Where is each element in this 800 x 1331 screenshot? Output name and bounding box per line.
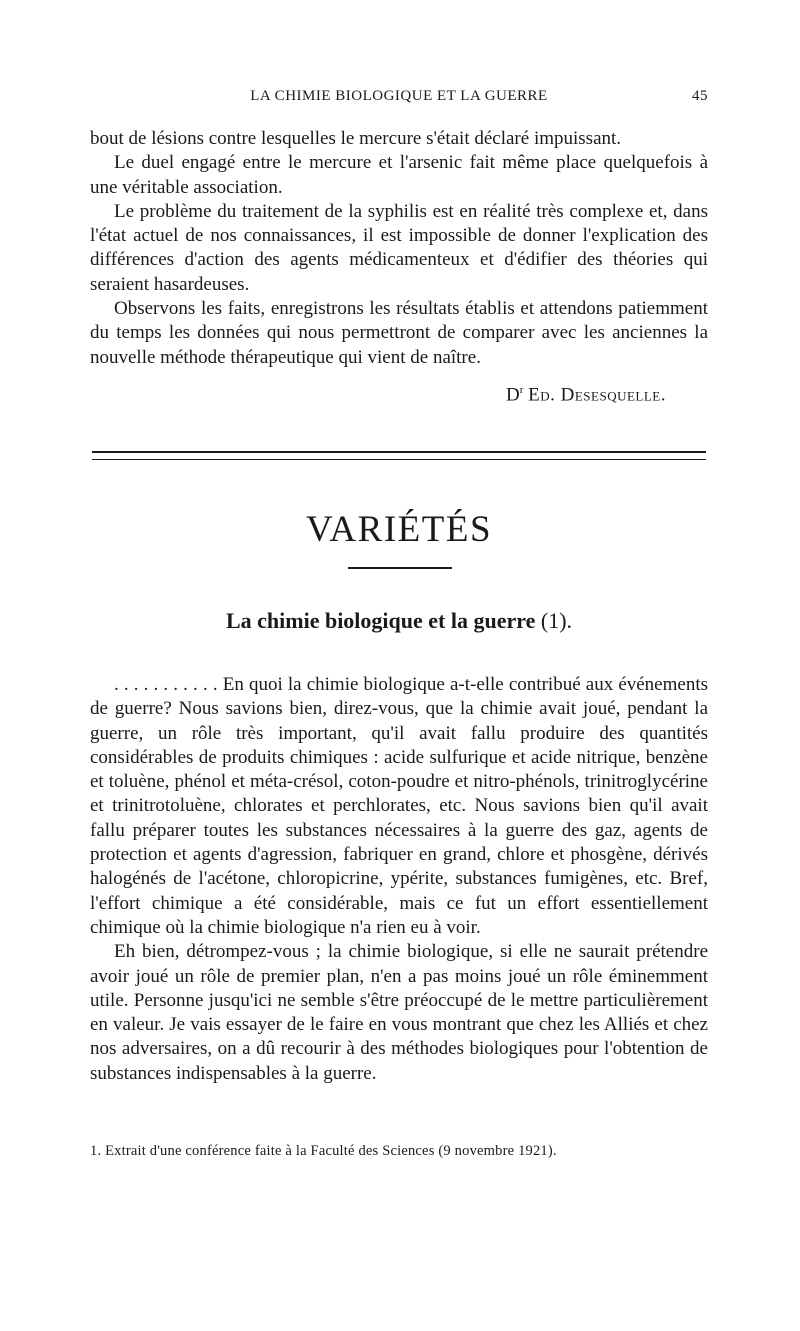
paragraph: Le duel engagé entre le mercure et l'arsenic fait même place quelquefois à une véritable association. [90, 152, 708, 198]
separator-rule-top [92, 451, 706, 453]
article-title-text: La chimie biologique et la guerre [225, 608, 536, 633]
page-number: 45 [692, 88, 708, 104]
running-header [90, 88, 708, 112]
section-title: VARIÉTÉS [305, 509, 493, 550]
paragraph: bout de lésions contre lesquelles le mercure s'était déclaré impuissant. [90, 128, 622, 149]
running-title: LA CHIMIE BIOLOGIQUE ET LA GUERRE [250, 88, 548, 104]
paragraph: Observons les faits, enregistrons les résultats établis et attendons patiemment du temps les données qui nous permettront de comparer avec les anciennes la nouvelle méthode thérapeutique qui vient de naître. [90, 298, 708, 368]
continuation-text [90, 127, 708, 370]
author-signature [90, 384, 666, 406]
footnote-reference: (1). [540, 608, 573, 633]
ellipsis-leader: . . . . . . . . . . . [114, 674, 218, 695]
footnote: 1. Extrait d'une conférence faite à la Faculté des Sciences (9 novembre 1921). [90, 1143, 557, 1159]
separator-rule-bottom [92, 459, 706, 460]
paragraph-text: En quoi la chimie biologique a-t-elle contribué aux événements de guerre? Nous savions bien, direz-vous, que la chimie avait joué, pendant la guerre, un rôle très important, qu'il avait fallu produire des quantités considérables de produits chimiques : acide sulfurique et acide nitrique, benzène et toluène, phénol et méta-crésol, coton-poudre et nitro-phénols, trinitroglycérine et trinitrotoluène, chlorates et perchlorates, etc. Nous savions bien qu'il avait fallu préparer toutes les substances nécessaires à la guerre des gaz, agents de protection et agents d'agression, fabriquer en grand, chlore et phosgène, dérivés halogénés de l'acétone, chloropicrine, ypérite, substances fumigènes, etc. Bref, l'effort chimique a été considérable, mais ce fut un effort essentiellement chimique où la chimie biologique n'a rien eu à voir. [90, 674, 709, 938]
article-title [90, 608, 708, 634]
signature-title-sup: r [519, 384, 524, 396]
title-underline [348, 567, 452, 569]
paragraph: Eh bien, détrompez-vous ; la chimie biologique, si elle ne saurait prétendre avoir joué un rôle de premier plan, n'en a pas moins joué un rôle éminemment utile. Personne jusqu'ici ne semble s'être préoccupé de le mettre particulièrement en valeur. Je vais essayer de le faire en vous montrant que chez les Alliés et chez nos adversaires, on a dû recourir à des méthodes biologiques pour l'obtention de substances indispensables à la guerre. [90, 941, 708, 1084]
signature-name: Ed. Desesquelle. [528, 384, 666, 406]
signature-title: D [505, 384, 520, 406]
paragraph [90, 673, 708, 940]
paragraph: Le problème du traitement de la syphilis est en réalité très complexe et, dans l'état actuel de nos connaissances, il est impossible de donner l'explication des différences d'action des agents médicamenteux et d'édifier des théories qui seraient hasardeuses. [90, 200, 708, 295]
article-body [90, 673, 708, 1086]
